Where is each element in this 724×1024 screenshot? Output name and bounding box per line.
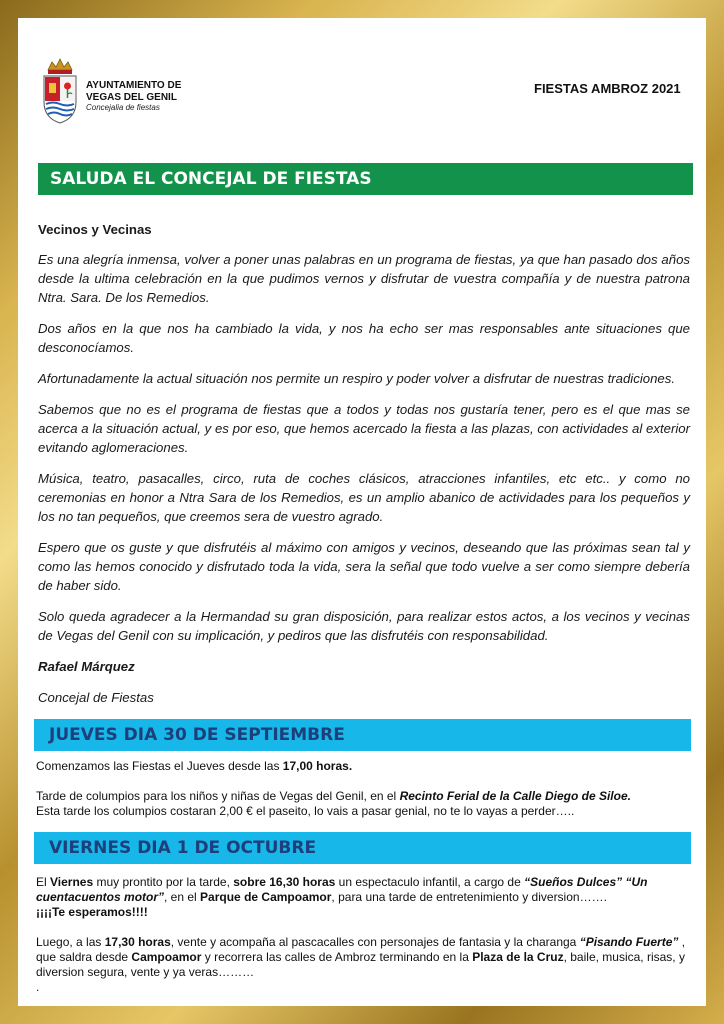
letter-paragraph: Solo queda agradecer a la Hermandad su gran disposición, para realizar estos actos, a los vecinos y vecinas de Vegas del Genil con su implicación, y pediros que las disfrutéis con responsabilidad. [38,609,690,643]
letter-paragraph: Música, teatro, pasacalles, circo, ruta de coches clásicos, atracciones infantiles, etc etc.. y como no ceremonias en honor a Ntra Sara de los Remedios, es un amplio abanico de actividades para los pequeños y los no tan pequeños, que creemos sera de vuestro agrado. [38,471,690,524]
jueves-section-title: JUEVES DIA 30 DE SEPTIEMBRE [34,719,691,751]
org-line-2: VEGAS DEL GENIL [86,91,177,103]
viernes-pasacalles: Luego, a las 17,30 horas, vente y acompaña al pascacalles con personajes de fantasia y la charanga “Pisando Fuerte” , que saldra desde Campoamor y recorrera las calles de Ambroz terminando en la Plaza de la Cruz, baile, musica, risas, y diversion segura, vente y ya veras……… [36,935,686,979]
jueves-precio: Esta tarde los columpios costaran 2,00 € el paseito, lo vais a pasar genial, no te lo vayas a perder….. [36,804,575,818]
program-page [18,18,706,1006]
letter-greeting: Vecinos y Vecinas [38,222,152,237]
letter-paragraph: Sabemos que no es el programa de fiestas que a todos y todas nos gustaría tener, pero es el que mas se acerca a la situación actual, y es por eso, que hemos acercado la fiesta a las plazas, con actividades al exterior evitando aglomeraciones. [38,402,690,455]
viernes-esperamos: ¡¡¡¡Te esperamos!!!! [36,905,148,919]
letter-paragraph: Dos años en la que nos ha cambiado la vida, y nos ha echo ser mas responsables ante situaciones que desconocíamos. [38,321,690,355]
viernes-section-title: VIERNES DIA 1 DE OCTUBRE [34,832,691,864]
document-title: FIESTAS AMBROZ 2021 [534,81,681,96]
viernes-espectaculo: El Viernes muy prontito por la tarde, sobre 16,30 horas un espectaculo infantil, a cargo de “Sueños Dulces” “Un cuentacuentos motor”, en el Parque de Campoamor, para una tarde de entretenimiento y diversion……. [36,875,648,904]
letter-paragraph: Afortunadamente la actual situación nos permite un respiro y poder volver a disfrutar de nuestras tradiciones. [38,371,676,386]
signature-name: Rafael Márquez [38,659,135,674]
viernes-trailing-dot: . [36,980,40,994]
letter-body [38,220,690,719]
signature-role: Concejal de Fiestas [38,690,154,705]
letter-paragraph: Es una alegría inmensa, volver a poner unas palabras en un programa de fiestas, ya que han pasado dos años desde la ultima celebración en la que pudimos vernos y disfrutar de vuestra compañía y de nuestra patrona Ntra. Sara. De los Remedios. [38,252,690,305]
org-line-3: Concejalia de fiestas [86,103,160,112]
jueves-intro: Comenzamos las Fiestas el Jueves desde las 17,00 horas. [36,759,353,773]
viernes-section-body [36,875,688,995]
jueves-columpios: Tarde de columpios para los niños y niñas de Vegas del Genil, en el Recinto Ferial de la Calle Diego de Siloe. [36,789,631,803]
letter-section-title: SALUDA EL CONCEJAL DE FIESTAS [38,163,693,195]
coat-of-arms-logo [40,56,80,126]
letter-paragraph: Espero que os guste y que disfrutéis al máximo con amigos y vecinos, deseando que las próximas sean tal y como las hemos conocido y disfrutado toda la vida, sera la señal que todo vuelve a ser como siempre debería de haber sido. [38,540,690,593]
organization-name [86,80,181,112]
jueves-section-body [36,759,688,819]
org-line-1: AYUNTAMIENTO DE [86,80,182,91]
